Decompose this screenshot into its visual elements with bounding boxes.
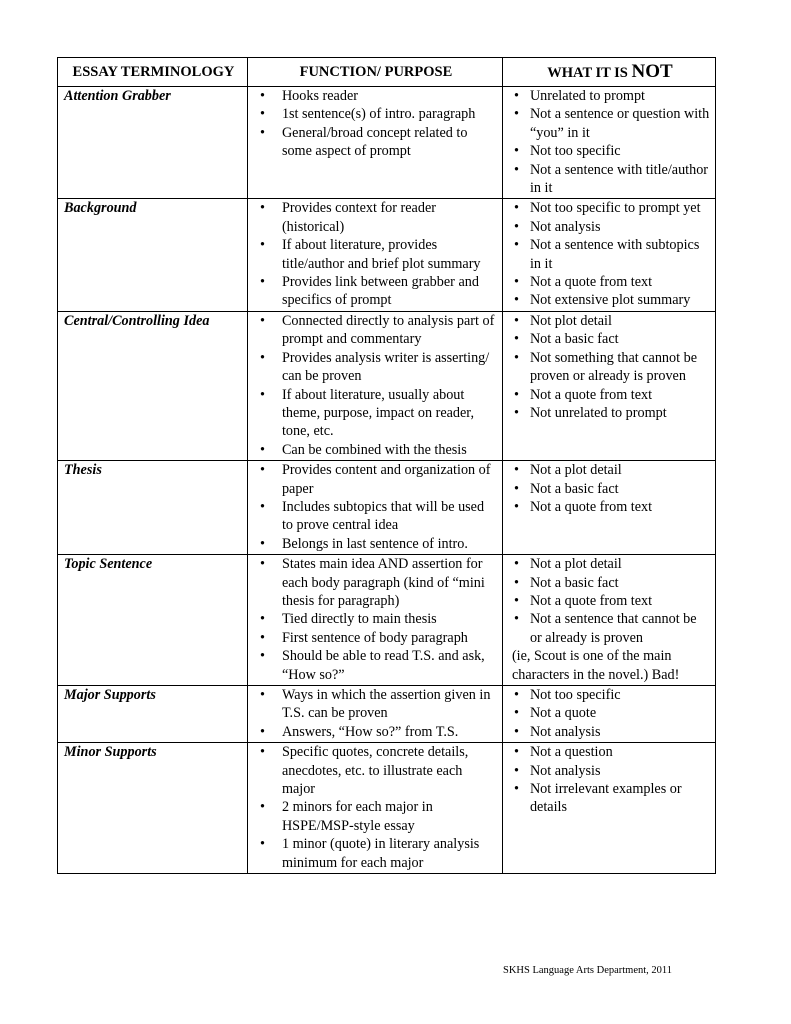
bullet-icon: • (259, 611, 265, 628)
bullet-icon: • (259, 498, 265, 515)
bullet-icon: • (259, 744, 265, 761)
term-cell (58, 555, 248, 686)
function-item (254, 349, 498, 386)
function-cell (247, 461, 502, 555)
not-item (509, 349, 711, 386)
not-text: Not too specific (529, 143, 621, 160)
bullet-icon: • (259, 200, 265, 217)
not-text: Not analysis (529, 762, 601, 779)
bullet-icon: • (513, 781, 519, 798)
not-cell (502, 461, 715, 555)
function-item (254, 498, 498, 535)
not-item (509, 87, 711, 105)
bullet-icon: • (513, 404, 519, 421)
not-text: Not a plot detail (529, 462, 622, 479)
not-text: Not unrelated to prompt (529, 404, 667, 421)
not-cell (502, 686, 715, 743)
function-text: Tied directly to main thesis (281, 611, 437, 628)
function-list (254, 461, 498, 553)
term-label: Background (64, 200, 137, 217)
not-item (509, 686, 711, 704)
bullet-icon: • (259, 799, 265, 816)
bullet-icon: • (513, 386, 519, 403)
function-item (254, 743, 498, 798)
not-text: Not something that cannot be proven or already is proven (529, 349, 698, 385)
term-label: Topic Sentence (64, 556, 153, 573)
not-item (509, 273, 711, 291)
function-item (254, 798, 498, 835)
function-item (254, 105, 498, 123)
bullet-icon: • (513, 237, 519, 254)
not-text: Not irrelevant examples or details (529, 781, 682, 816)
not-item (509, 199, 711, 217)
not-text: Not plot detail (529, 312, 612, 329)
not-cell (502, 743, 715, 874)
term-cell (58, 743, 248, 874)
header-row (58, 58, 716, 87)
header-not-prefix: WHAT IT IS (547, 64, 632, 81)
bullet-icon: • (259, 629, 265, 646)
not-item (509, 480, 711, 498)
function-list (254, 312, 498, 459)
not-item (509, 312, 711, 330)
not-item (509, 330, 711, 348)
not-example-note: (ie, Scout is one of the main characters in the novel.) Bad! (511, 648, 680, 683)
function-text: Hooks reader (281, 88, 358, 104)
not-item (509, 610, 711, 647)
function-item (254, 236, 498, 273)
function-text: Includes subtopics that will be used to prove central idea (281, 498, 485, 534)
function-item (254, 555, 498, 610)
bullet-icon: • (513, 88, 519, 104)
term-cell (58, 199, 248, 311)
not-list (509, 87, 711, 197)
not-text: Not a sentence that cannot be or already is proven (529, 611, 697, 646)
function-cell (247, 87, 502, 199)
not-item (509, 218, 711, 236)
function-item (254, 647, 498, 684)
bullet-icon: • (259, 88, 265, 104)
not-item (509, 404, 711, 422)
bullet-icon: • (513, 292, 519, 309)
function-item (254, 441, 498, 459)
bullet-icon: • (513, 312, 519, 329)
function-text: If about literature, provides title/author and brief plot summary (281, 237, 481, 272)
function-text: Provides content and organization of paper (281, 462, 491, 497)
function-list (254, 199, 498, 309)
not-text: Unrelated to prompt (529, 88, 645, 104)
table-row (58, 461, 716, 555)
table-row (58, 686, 716, 743)
header-what-it-is-not (502, 58, 715, 87)
function-cell (247, 686, 502, 743)
bullet-icon: • (513, 349, 519, 366)
function-cell (247, 199, 502, 311)
function-list (254, 555, 498, 684)
not-text: Not too specific (529, 687, 621, 703)
bullet-icon: • (259, 349, 265, 366)
bullet-icon: • (513, 106, 519, 123)
not-item (509, 780, 711, 817)
function-item (254, 312, 498, 349)
function-list (254, 686, 498, 741)
not-item (509, 142, 711, 160)
bullet-icon: • (259, 687, 265, 703)
bullet-icon: • (513, 200, 519, 217)
table-row (58, 87, 716, 199)
function-item (254, 87, 498, 105)
not-item (509, 704, 711, 722)
function-text: Belongs in last sentence of intro. (281, 535, 468, 552)
not-item (509, 592, 711, 610)
not-item (509, 161, 711, 198)
bullet-icon: • (259, 386, 265, 403)
function-item (254, 124, 498, 161)
not-text: Not a basic fact (529, 480, 619, 497)
function-text: 1st sentence(s) of intro. paragraph (281, 106, 476, 123)
not-list (509, 461, 711, 516)
bullet-icon: • (259, 535, 265, 552)
not-item (509, 105, 711, 142)
bullet-icon: • (513, 143, 519, 160)
function-item (254, 199, 498, 236)
not-text: Not extensive plot summary (529, 292, 691, 309)
not-text: Not a sentence with subtopics in it (529, 237, 700, 272)
not-list (509, 199, 711, 309)
bullet-icon: • (513, 480, 519, 497)
not-text: Not a basic fact (529, 574, 619, 591)
function-text: Provides analysis writer is asserting/ can be proven (281, 349, 490, 385)
term-cell (58, 87, 248, 199)
table-row (58, 555, 716, 686)
not-list (509, 312, 711, 422)
not-list (509, 743, 711, 817)
function-text: General/broad concept related to some aspect of prompt (281, 124, 468, 160)
not-list (509, 555, 711, 684)
term-cell (58, 311, 248, 460)
function-text: Ways in which the assertion given in T.S. can be proven (281, 687, 491, 722)
not-text: Not a quote from text (529, 386, 653, 403)
header-not-emphasis: NOT (631, 60, 673, 82)
function-text: Provides context for reader (historical) (281, 200, 436, 235)
not-text: Not too specific to prompt yet (529, 200, 701, 217)
not-cell (502, 555, 715, 686)
bullet-icon: • (513, 723, 519, 740)
function-text: 1 minor (quote) in literary analysis minimum for each major (281, 836, 480, 871)
function-cell (247, 555, 502, 686)
function-item (254, 723, 498, 741)
function-text: Specific quotes, concrete details, anecdotes, etc. to illustrate each major (281, 744, 469, 798)
not-cell (502, 87, 715, 199)
term-label: Attention Grabber (64, 88, 171, 104)
function-text: If about literature, usually about theme, purpose, impact on reader, tone, etc. (281, 386, 475, 440)
not-text: Not a basic fact (529, 331, 619, 348)
function-cell (247, 311, 502, 460)
bullet-icon: • (259, 836, 265, 853)
bullet-icon: • (259, 441, 265, 458)
not-item (509, 236, 711, 273)
function-text: States main idea AND assertion for each body paragraph (kind of “mini thesis for paragraph) (281, 556, 485, 609)
function-item (254, 686, 498, 723)
function-item (254, 835, 498, 872)
not-item (509, 574, 711, 592)
bullet-icon: • (513, 556, 519, 573)
function-text: Can be combined with the thesis (281, 441, 467, 458)
not-text: Not analysis (529, 218, 601, 235)
not-text: Not a question (529, 744, 613, 761)
term-cell (58, 461, 248, 555)
bullet-icon: • (259, 237, 265, 254)
bullet-icon: • (513, 611, 519, 628)
not-text: Not a sentence with title/author in it (529, 161, 709, 197)
term-cell (58, 686, 248, 743)
function-item (254, 610, 498, 628)
term-label: Central/Controlling Idea (64, 312, 210, 329)
function-item (254, 273, 498, 310)
header-function: FUNCTION/ PURPOSE (247, 58, 502, 87)
function-item (254, 629, 498, 647)
bullet-icon: • (513, 744, 519, 761)
function-item (254, 386, 498, 441)
bullet-icon: • (513, 592, 519, 609)
bullet-icon: • (259, 106, 265, 123)
not-text: Not a quote from text (529, 274, 653, 291)
bullet-icon: • (513, 574, 519, 591)
bullet-icon: • (513, 498, 519, 515)
not-text: Not a sentence or question with “you” in it (529, 106, 710, 141)
term-label: Thesis (64, 462, 102, 479)
function-text: Provides link between grabber and specifics of prompt (281, 274, 479, 309)
term-label: Minor Supports (64, 744, 157, 761)
bullet-icon: • (513, 705, 519, 722)
function-text: Should be able to read T.S. and ask, “How so?” (281, 648, 485, 683)
table-row (58, 311, 716, 460)
not-list (509, 686, 711, 741)
not-text: Not a plot detail (529, 556, 622, 573)
not-text: Not a quote (529, 705, 597, 722)
not-item (509, 461, 711, 479)
not-item (509, 386, 711, 404)
not-item (509, 743, 711, 761)
bullet-icon: • (513, 274, 519, 291)
header-terminology: ESSAY TERMINOLOGY (58, 58, 248, 87)
not-text: Not a quote from text (529, 498, 653, 515)
bullet-icon: • (259, 124, 265, 141)
not-item (509, 498, 711, 516)
not-item (509, 762, 711, 780)
function-text: 2 minors for each major in HSPE/MSP-style essay (281, 799, 433, 834)
not-item (509, 291, 711, 309)
function-item (254, 535, 498, 553)
bullet-icon: • (259, 274, 265, 291)
not-text: Not a quote from text (529, 592, 653, 609)
bullet-icon: • (259, 648, 265, 665)
bullet-icon: • (259, 312, 265, 329)
function-text: Answers, “How so?” from T.S. (281, 723, 459, 740)
function-cell (247, 743, 502, 874)
bullet-icon: • (259, 556, 265, 573)
bullet-icon: • (259, 723, 265, 740)
bullet-icon: • (513, 687, 519, 703)
bullet-icon: • (513, 161, 519, 178)
terminology-table (57, 57, 716, 874)
bullet-icon: • (513, 462, 519, 479)
not-item (509, 555, 711, 573)
term-label: Major Supports (64, 687, 156, 703)
function-item (254, 461, 498, 498)
function-text: Connected directly to analysis part of prompt and commentary (281, 312, 495, 348)
function-list (254, 87, 498, 161)
table-row (58, 199, 716, 311)
function-list (254, 743, 498, 872)
bullet-icon: • (259, 462, 265, 479)
bullet-icon: • (513, 762, 519, 779)
table-row (58, 743, 716, 874)
bullet-icon: • (513, 218, 519, 235)
footer-credit: SKHS Language Arts Department, 2011 (503, 965, 673, 976)
not-cell (502, 311, 715, 460)
function-text: First sentence of body paragraph (281, 629, 468, 646)
not-item (509, 723, 711, 741)
bullet-icon: • (513, 331, 519, 348)
not-text: Not analysis (529, 723, 601, 740)
not-cell (502, 199, 715, 311)
